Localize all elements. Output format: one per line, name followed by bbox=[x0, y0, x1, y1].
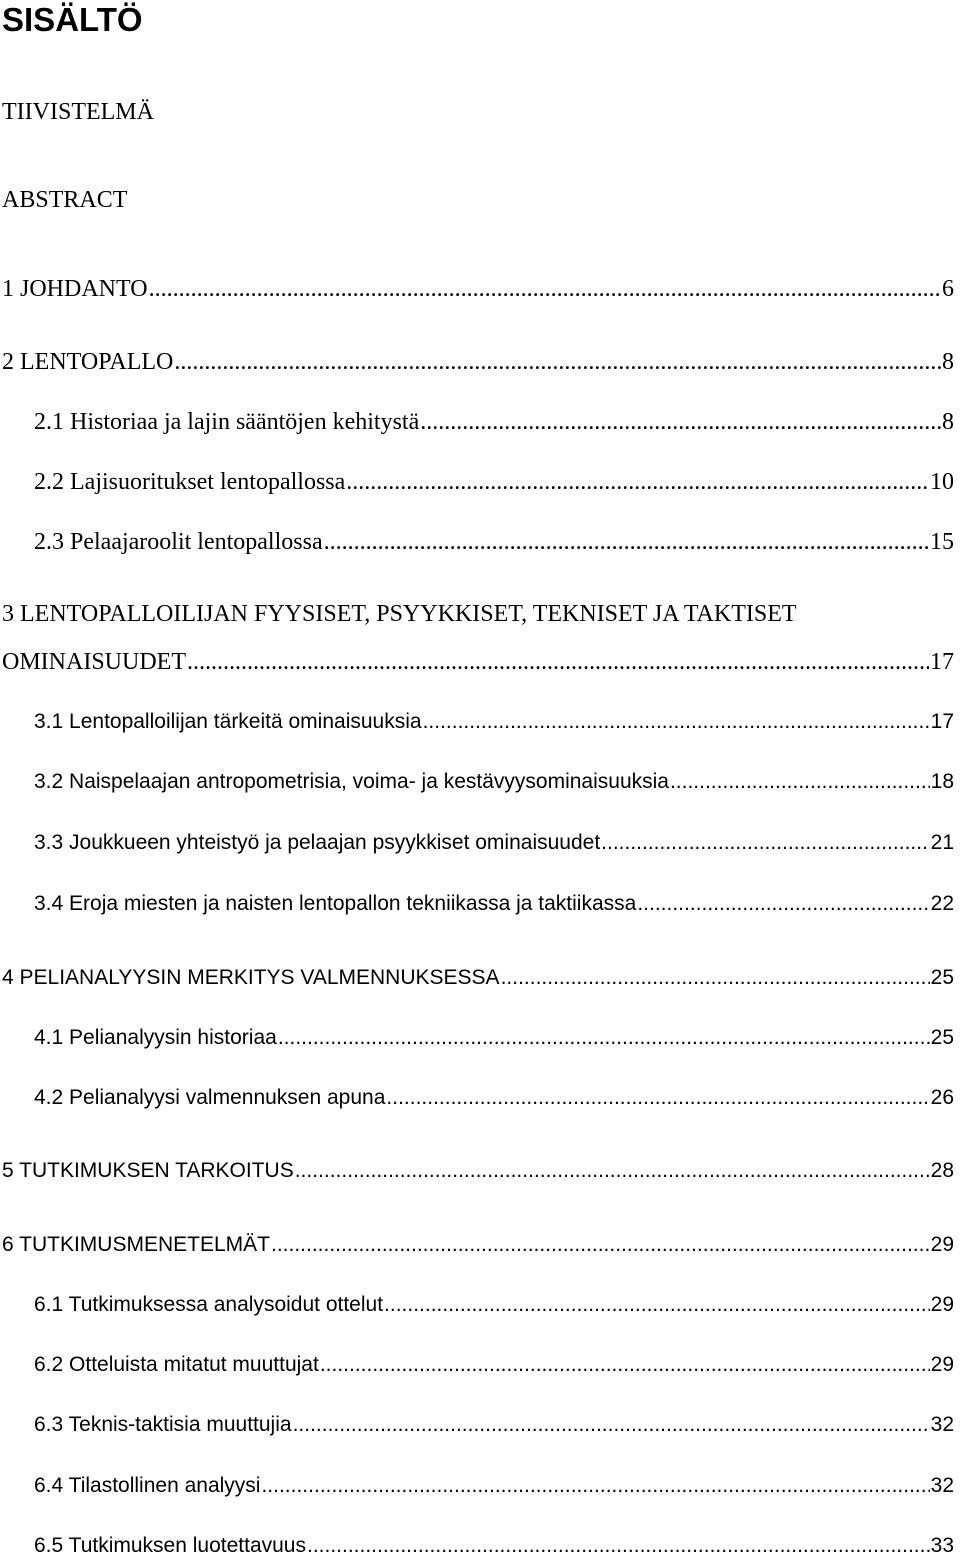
toc-entry[interactable] bbox=[34, 468, 954, 496]
toc-entry-page: 8 bbox=[942, 349, 954, 375]
toc-leader bbox=[637, 890, 929, 918]
toc-leader bbox=[346, 468, 929, 496]
toc-leader bbox=[670, 768, 930, 796]
toc-leader bbox=[501, 964, 930, 992]
toc-entry[interactable] bbox=[34, 708, 954, 736]
toc-entry-page: 32 bbox=[930, 1413, 954, 1436]
toc-entry[interactable] bbox=[2, 275, 954, 303]
toc-leader bbox=[601, 829, 929, 857]
toc-entry-page: 10 bbox=[930, 469, 954, 495]
toc-entry-title: 2.3 Pelaajaroolit lentopallossa bbox=[34, 529, 323, 555]
toc-entry-page: 29 bbox=[930, 1293, 954, 1316]
toc-entry[interactable] bbox=[2, 648, 954, 676]
toc-leader bbox=[384, 1291, 930, 1319]
toc-leader bbox=[293, 1411, 930, 1439]
toc-entry[interactable] bbox=[2, 348, 954, 376]
toc-entry[interactable] bbox=[34, 1532, 954, 1560]
toc-leader bbox=[386, 1084, 929, 1112]
toc-entry-title: 6.5 Tutkimuksen luotettavuus bbox=[34, 1534, 306, 1557]
toc-entry[interactable] bbox=[34, 1472, 954, 1500]
toc-entry[interactable] bbox=[34, 890, 954, 918]
toc-entry-title: 3.3 Joukkueen yhteistyö ja pelaajan psyykkiset ominaisuudet bbox=[34, 831, 601, 854]
toc-entry-page: 29 bbox=[930, 1353, 954, 1376]
toc-entry-page: 25 bbox=[930, 1026, 954, 1049]
toc-entry[interactable] bbox=[2, 1157, 954, 1185]
toc-entry-title: 5 TUTKIMUKSEN TARKOITUS bbox=[2, 1159, 294, 1182]
toc-entry[interactable] bbox=[34, 768, 954, 796]
toc-leader bbox=[261, 1472, 929, 1500]
toc-entry-abstract-en[interactable]: ABSTRACT bbox=[2, 187, 128, 213]
toc-leader bbox=[420, 408, 941, 436]
toc-leader bbox=[324, 528, 929, 556]
toc-entry-title[interactable]: 3 LENTOPALLOILIJAN FYYSISET, PSYYKKISET, TEKNISET JA TAKTISET bbox=[2, 601, 797, 627]
toc-entry-page: 21 bbox=[930, 831, 954, 854]
toc-entry-title: 1 JOHDANTO bbox=[2, 276, 148, 302]
toc-entry[interactable] bbox=[34, 1024, 954, 1052]
toc-leader bbox=[307, 1532, 930, 1560]
toc-entry-title: 6.2 Otteluista mitatut muuttujat bbox=[34, 1353, 319, 1376]
toc-leader bbox=[278, 1024, 930, 1052]
toc-entry-page: 25 bbox=[930, 966, 954, 989]
toc-leader bbox=[423, 708, 930, 736]
toc-leader bbox=[174, 348, 941, 376]
toc-entry[interactable] bbox=[34, 1291, 954, 1319]
toc-entry-title: 6 TUTKIMUSMENETELMÄT bbox=[2, 1233, 270, 1256]
toc-entry-title: 6.4 Tilastollinen analyysi bbox=[34, 1474, 261, 1497]
toc-entry-abstract-fi[interactable]: TIIVISTELMÄ bbox=[2, 99, 154, 125]
toc-leader bbox=[187, 648, 929, 676]
toc-entry-page: 6 bbox=[942, 276, 954, 302]
toc-entry-page: 22 bbox=[930, 892, 954, 915]
toc-entry[interactable] bbox=[34, 1351, 954, 1379]
toc-entry-title: 6.1 Tutkimuksessa analysoidut ottelut bbox=[34, 1293, 384, 1316]
toc-entry-page: 15 bbox=[930, 529, 954, 555]
toc-entry-title: 2.1 Historiaa ja lajin sääntöjen kehitystä bbox=[34, 409, 420, 435]
toc-entry-page: 17 bbox=[930, 710, 954, 733]
toc-entry[interactable] bbox=[34, 408, 954, 436]
toc-entry-title: 3.2 Naispelaajan antropometrisia, voima- ja kestävyysominaisuuksia bbox=[34, 770, 669, 793]
toc-entry-page: 26 bbox=[930, 1086, 954, 1109]
toc-entry-page: 17 bbox=[930, 649, 954, 675]
toc-heading: SISÄLTÖ bbox=[2, 1, 143, 38]
toc-entry[interactable] bbox=[2, 1231, 954, 1259]
toc-entry-page: 29 bbox=[930, 1233, 954, 1256]
toc-entry[interactable] bbox=[34, 1084, 954, 1112]
toc-entry-title: 3.4 Eroja miesten ja naisten lentopallon tekniikassa ja taktiikassa bbox=[34, 892, 637, 915]
toc-entry-title: 2 LENTOPALLO bbox=[2, 349, 174, 375]
toc-entry-page: 28 bbox=[930, 1159, 954, 1182]
toc-entry-title: 6.3 Teknis-taktisia muuttujia bbox=[34, 1413, 292, 1436]
toc-entry-page: 8 bbox=[942, 409, 954, 435]
toc-entry[interactable] bbox=[34, 528, 954, 556]
toc-entry-title: 4 PELIANALYYSIN MERKITYS VALMENNUKSESSA bbox=[2, 966, 500, 989]
toc-entry-title: 4.1 Pelianalyysin historiaa bbox=[34, 1026, 277, 1049]
toc-entry-page: 18 bbox=[930, 770, 954, 793]
toc-leader bbox=[271, 1231, 930, 1259]
toc-entry-page: 33 bbox=[930, 1534, 954, 1557]
toc-entry-title: 4.2 Pelianalyysi valmennuksen apuna bbox=[34, 1086, 386, 1109]
toc-entry-title: 3.1 Lentopalloilijan tärkeitä ominaisuuksia bbox=[34, 710, 422, 733]
toc-entry-title: OMINAISUUDET bbox=[2, 649, 186, 675]
toc-entry-title: 2.2 Lajisuoritukset lentopallossa bbox=[34, 469, 346, 495]
toc-leader bbox=[149, 275, 941, 303]
toc-entry[interactable] bbox=[2, 964, 954, 992]
toc-entry-page: 32 bbox=[930, 1474, 954, 1497]
toc-leader bbox=[295, 1157, 930, 1185]
toc-entry[interactable] bbox=[34, 829, 954, 857]
toc-entry[interactable] bbox=[34, 1411, 954, 1439]
toc-leader bbox=[320, 1351, 930, 1379]
